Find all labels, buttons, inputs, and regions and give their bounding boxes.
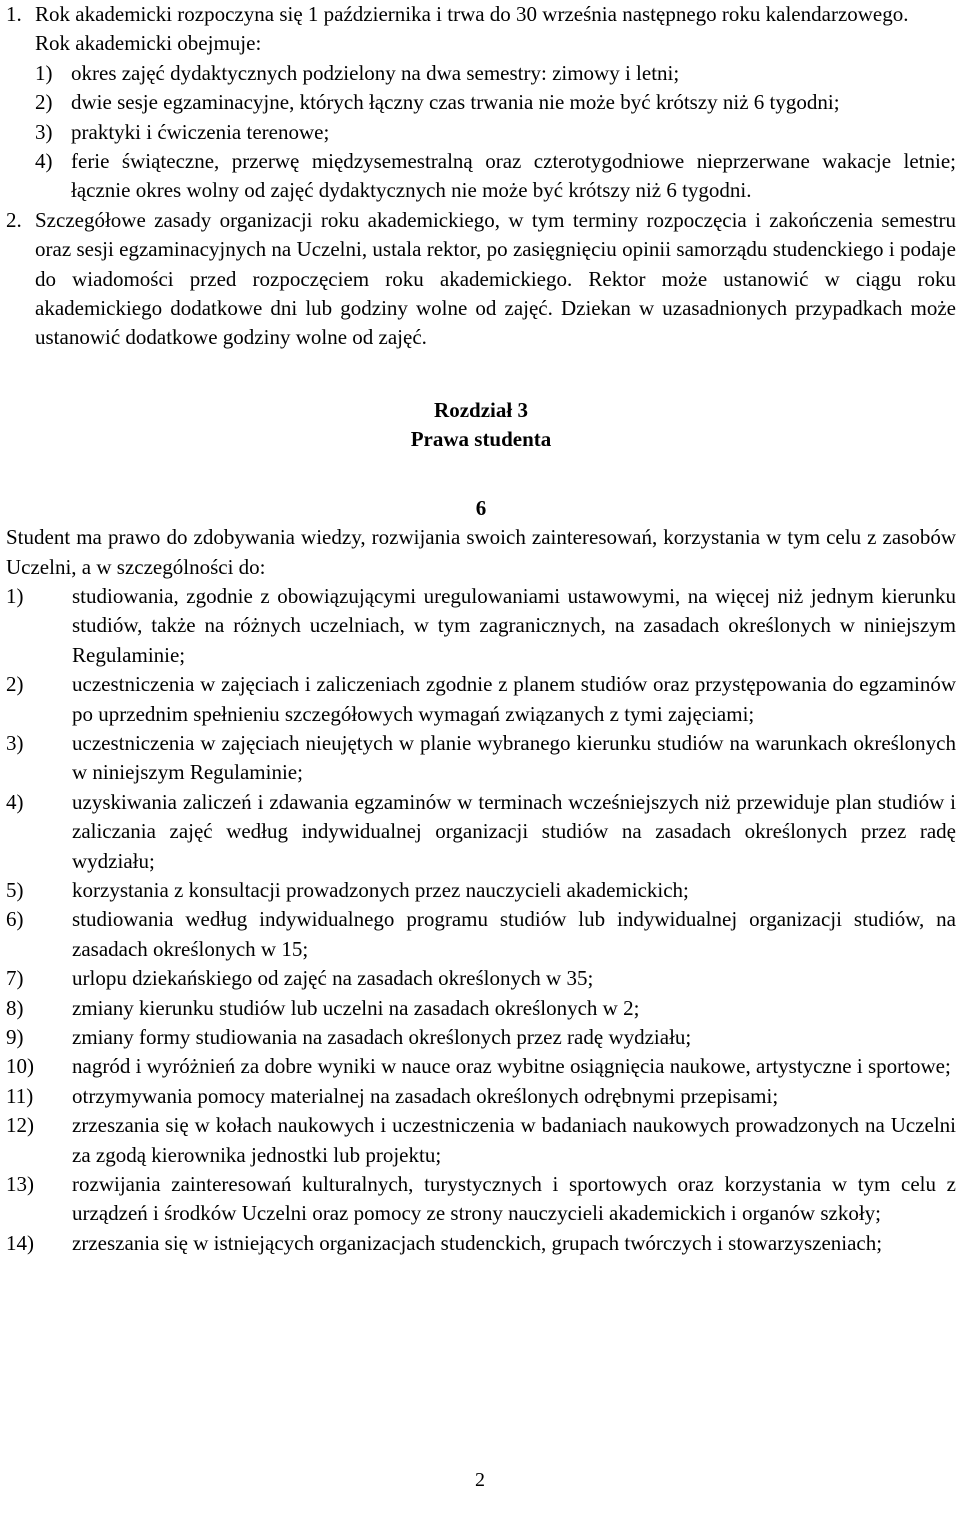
- list-item-text: studiowania według indywidualnego programu studiów lub indywidualnej organizacji studiów, na zasadach określonych w 15;: [72, 907, 956, 961]
- list-item-text: zmiany kierunku studiów lub uczelni na zasadach określonych w 2;: [72, 995, 640, 1020]
- list-item-number: 12): [6, 1113, 34, 1138]
- list-item-number: 13): [6, 1172, 34, 1197]
- list-item: [6, 147, 956, 206]
- list-item-text: dwie sesje egzaminacyjne, których łączny czas trwania nie może być krótszy niż 6 tygodni;: [71, 90, 840, 115]
- chapter-number: Rozdział 3: [434, 397, 528, 422]
- page-number: 2: [475, 1469, 485, 1491]
- list-item: [6, 1082, 956, 1111]
- rights-list: [6, 582, 956, 1258]
- paragraph-intro: Rok akademicki obejmuje:: [35, 31, 262, 56]
- paragraph-1: [6, 0, 956, 59]
- list-item-number: 9): [6, 1025, 24, 1049]
- list-item: [6, 118, 956, 147]
- list-item-number: 14): [6, 1230, 34, 1255]
- paragraph-text: Szczegółowe zasady organizacji roku akademickiego, w tym terminy rozpoczęcia i zakończenia semestru oraz sesji egzaminacyjnych na Uczelni, ustala rektor, po zasięgnięciu opinii samorządu studenckiego i podaje do wiadomości przed rozpoczęciem roku akademickiego. Rektor może ustanowić w ciągu roku akademickiego dodatkowe dni lub godziny wolne od zajęć. Dziekan w uzasadnionych przypadkach może ustanowić dodatkowe godziny wolne od zajęć.: [35, 207, 956, 350]
- list-item-text: praktyki i ćwiczenia terenowe;: [71, 119, 330, 144]
- list-item: [6, 59, 956, 88]
- paragraph-number: 2.: [6, 207, 22, 232]
- list-item-number: 5): [6, 877, 24, 902]
- list-item-number: 10): [6, 1054, 34, 1079]
- list-item: [6, 1111, 956, 1170]
- list-item-number: 11): [6, 1083, 34, 1108]
- list-item: [6, 1170, 956, 1229]
- document-page: [6, 0, 956, 1258]
- list-item-text: okres zajęć dydaktycznych podzielony na dwa semestry: zimowy i letni;: [71, 60, 680, 85]
- list-item-number: 8): [6, 995, 24, 1020]
- list-item-text: studiowania, zgodnie z obowiązującymi uregulowaniami ustawowymi, na więcej niż jednym kierunku studiów, także na różnych uczelniach, w tym zagranicznych, na zasadach określonych w niniejszym Regulaminie;: [72, 583, 956, 667]
- list-item-number: 2): [35, 90, 53, 115]
- list-item: [6, 876, 956, 905]
- list-item-text: zrzeszania się w istniejących organizacjach studenckich, grupach twórczych i stowarzyszeniach;: [72, 1230, 883, 1255]
- list-item: [6, 88, 956, 117]
- list-item-number: 7): [6, 966, 24, 991]
- paragraph-number: 1.: [6, 2, 22, 26]
- list-item-number: 1): [35, 60, 53, 85]
- paragraph-text: Rok akademicki rozpoczyna się 1 października i trwa do 30 września następnego roku kalendarzowego.: [35, 2, 909, 26]
- list-item-text: otrzymywania pomocy materialnej na zasadach określonych odrębnymi przepisami;: [72, 1083, 779, 1108]
- list-item: [6, 788, 956, 876]
- list-item: [6, 905, 956, 964]
- list-item-text: ferie świąteczne, przerwę międzysemestralną oraz czterotygodniowe nieprzerwane wakacje letnie; łącznie okres wolny od zajęć dydaktycznych nie może być krótszy niż 6 tygodni.: [71, 149, 956, 203]
- list-item-text: uczestniczenia w zajęciach nieujętych w planie wybranego kierunku studiów na warunkach określonych w niniejszym Regulaminie;: [72, 730, 956, 785]
- list-item: [6, 582, 956, 670]
- list-item-number: 4): [35, 149, 53, 174]
- list-item: [6, 964, 956, 993]
- chapter-title: Prawa studenta: [410, 427, 552, 452]
- list-item-text: urlopu dziekańskiego od zajęć na zasadach określonych w 35;: [72, 966, 594, 991]
- section-mark: 6: [475, 495, 487, 520]
- list-item-text: rozwijania zainteresowań kulturalnych, turystycznych i sportowych oraz korzystania w tym celu z urządzeń i środków Uczelni oraz pomocy ze strony nauczycieli akademickich i organów szkoły;: [72, 1172, 956, 1226]
- list-item: [6, 670, 956, 729]
- list-item-number: 2): [6, 672, 24, 697]
- list-item-text: korzystania z konsultacji prowadzonych przez nauczycieli akademickich;: [72, 877, 689, 902]
- list-item-text: zmiany formy studiowania na zasadach określonych przez radę wydziału;: [72, 1025, 692, 1049]
- list-item-number: 4): [6, 789, 24, 814]
- list-item-number: 1): [6, 583, 24, 608]
- list-item: [6, 1229, 956, 1258]
- list-item-number: 6): [6, 907, 24, 932]
- section-intro: Student ma prawo do zdobywania wiedzy, rozwijania swoich zainteresowań, korzystania w tym celu z zasobów Uczelni, a w szczególności do:: [6, 525, 956, 579]
- list-item: [6, 729, 956, 788]
- list-item: [6, 1023, 956, 1052]
- list-item-text: uzyskiwania zaliczeń i zdawania egzaminów w terminach wcześniejszych niż przewiduje plan studiów i zaliczania zajęć według indywidualnej organizacji studiów na zasadach określonych przez radę wydziału;: [72, 789, 956, 873]
- list-item-text: zrzeszania się w kołach naukowych i uczestniczenia w badaniach naukowych prowadzonych na Uczelni za zgodą kierownika jednostki lub projektu;: [72, 1113, 956, 1167]
- list-item-number: 3): [35, 119, 53, 144]
- list-item: [6, 994, 956, 1023]
- paragraph-2: [6, 206, 956, 353]
- list-item-text: nagród i wyróżnień za dobre wyniki w nauce oraz wybitne osiągnięcia naukowe, artystyczne i sportowe;: [72, 1054, 951, 1079]
- list-item-text: uczestniczenia w zajęciach i zaliczeniach zgodnie z planem studiów oraz przystępowania do egzaminów po uprzednim spełnieniu szczegółowych wymagań związanych z tymi zajęciami;: [72, 672, 956, 726]
- list-item-number: 3): [6, 730, 24, 755]
- list-item: [6, 1052, 956, 1081]
